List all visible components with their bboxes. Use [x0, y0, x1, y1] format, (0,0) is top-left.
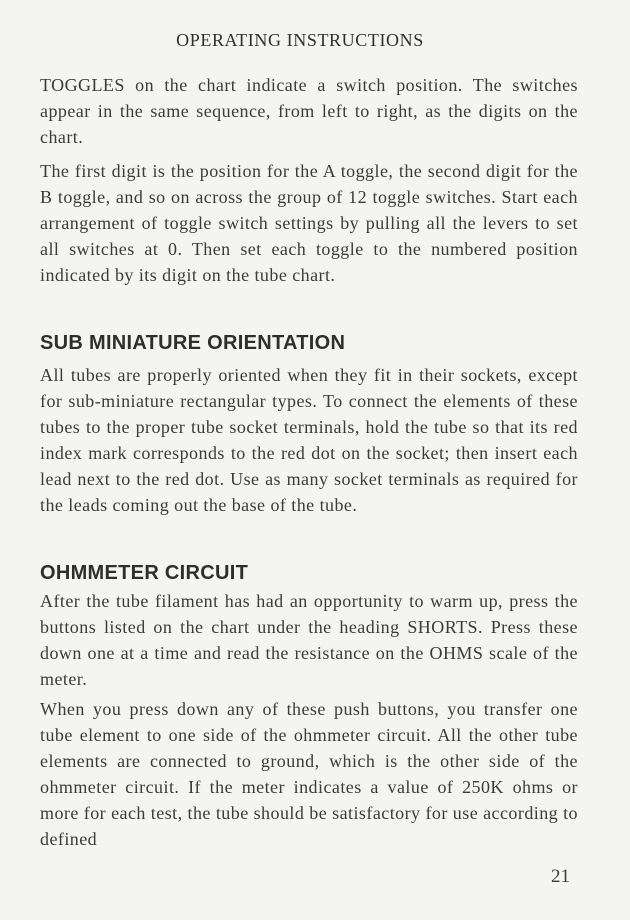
ohmmeter-paragraph-1: After the tube filament has had an opportunity to warm up, press the buttons listed on the chart under the heading SHORTS. Press these down one at a time and read the resistance on the OHMS scale of the meter.	[40, 591, 578, 689]
sub-miniature-heading: SUB MINIATURE ORIENTATION	[40, 332, 346, 354]
toggles-paragraph-1: TOGGLES on the chart indicate a switch position. The switches appear in the same sequence, from left to right, as the digits on the chart.	[40, 75, 578, 147]
page-number: 21	[551, 866, 570, 887]
sub-miniature-paragraph: All tubes are properly oriented when they fit in their sockets, except for sub-miniature rectangular types. To connect the elements of these tubes to the proper tube socket terminals, hold the tube so that its red index mark corresponds to the red dot on the socket; then insert each lead next to the red dot. Use as many socket terminals as required for the leads coming out the base of the tube.	[40, 365, 578, 515]
toggles-paragraph-2: The first digit is the position for the A toggle, the second digit for the B toggle, and so on across the group of 12 toggle switches. Start each arrangement of toggle switch settings by pulling all the levers to set all switches at 0. Then set each toggle to the numbered position indicated by its digit on the tube chart.	[40, 161, 578, 285]
ohmmeter-heading: OHMMETER CIRCUIT	[40, 562, 249, 584]
ohmmeter-paragraph-2: When you press down any of these push buttons, you transfer one tube element to one side of the ohmmeter circuit. All the other tube elements are connected to ground, which is the other side of the ohmmeter circuit. If the meter indicates a value of 250K ohms or more for each test, the tube should be satisfactory for use according to defined	[40, 699, 578, 849]
page-header-title: OPERATING INSTRUCTIONS	[176, 30, 424, 50]
